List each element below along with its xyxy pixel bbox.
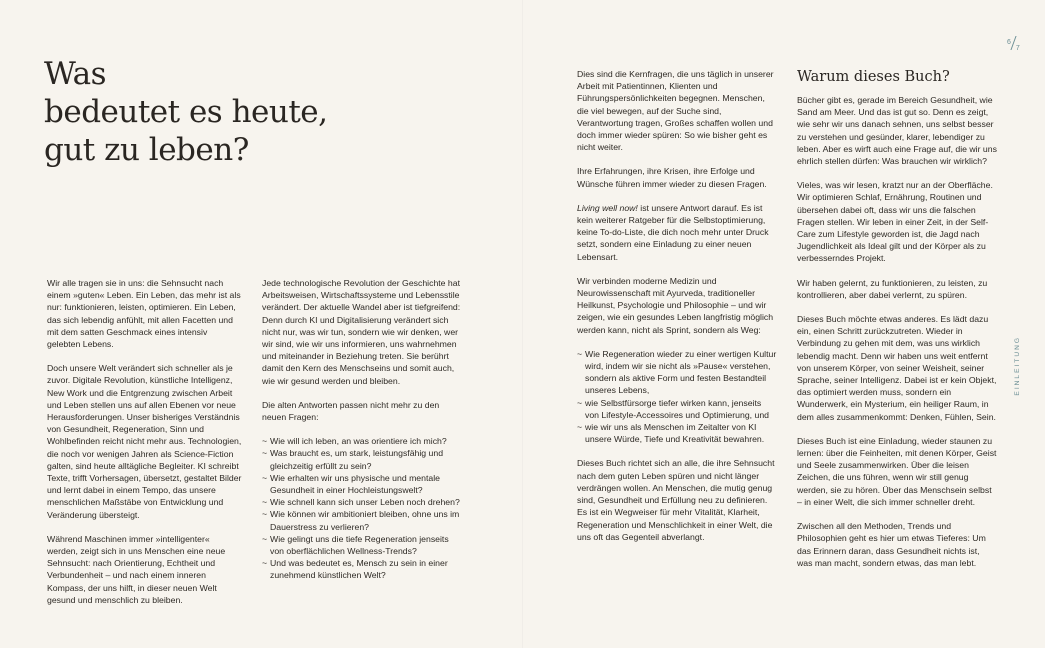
left-page-column-2 — [262, 277, 462, 594]
paragraph: Dieses Buch richtet sich an alle, die ihre Sehnsucht nach dem guten Leben spüren und nicht länger verdrängen wollen. An Menschen, die mutig genug sind, Gesundheit und Erfüllung neu zu definieren. Es ist ein Wegweiser für mehr Vitalität, Klarheit, Regeneration und Menschlichkeit in einer Welt, die uns oft das Gegenteil abverlangt. — [577, 458, 775, 542]
page-number-left: 6 — [1007, 39, 1011, 46]
list-item: ~ Wie will ich leben, an was orientiere ich mich? — [262, 435, 462, 447]
page-number-right: 7 — [1015, 45, 1020, 52]
list-item: ~ Wie schnell kann sich unser Leben noch drehen? — [262, 496, 462, 508]
paragraph: Während Maschinen immer »intelligenter« werden, zeigt sich in uns Menschen eine neue Sehnsucht: nach Orientierung, Echtheit und Verbundenheit – und nach einem inneren Kompass, der uns hilft, in dieser neuen Welt gesund und menschlich zu bleiben. — [47, 533, 226, 605]
title-line-3: gut zu leben? — [44, 132, 249, 168]
paragraph: Wir haben gelernt, zu funktionieren, zu leisten, zu kontrollieren, aber dabei verlernt, zu spüren. — [797, 277, 988, 300]
paragraph: Ihre Erfahrungen, ihre Krisen, ihre Erfolge und Wünsche führen immer wieder zu diesen Fragen. — [577, 166, 767, 189]
list-item: ~ wie wir uns als Menschen im Zeitalter von KI unsere Würde, Tiefe und Kreativität bewahren. — [577, 421, 777, 445]
paragraph: Dieses Buch ist eine Einladung, wieder staunen zu lernen: über die Feinheiten, mit denen Körper, Geist und Seele zusammenwirken. Über die leisen Zeichen, die uns führen, wenn wir still genug werden, sie zu hören. Über das Menschsein selbst – in einer Welt, die sich immer schneller dreht. — [797, 435, 997, 507]
list-item: ~ Was braucht es, um stark, leistungsfähig und gleichzeitig erfüllt zu sein? — [262, 447, 462, 471]
paragraph: Wir verbinden moderne Medizin und Neurowissenschaft mit Ayurveda, traditioneller Heilkunst, Psychologie und Philosophie – und wir zeigen, wie ein gesundes Leben langfristig möglich werden kann, nicht als Sprint, sondern als Weg: — [577, 275, 774, 335]
paragraph: Dieses Buch möchte etwas anderes. Es lädt dazu ein, einen Schritt zurückzutreten. Wieder in Verbindung zu gehen mit dem, was uns wirklich lebendig macht. Denn wir haben uns weit entfernt von unserem Körper, von seiner Weisheit, seiner Sprache, seiner Intelligenz. Dabei ist er kein Objekt, das optimiert werden muss, sondern ein Wunderwerk, ein Mysterium, ein heiliger Raum, in dem alles zusammenkommt: Denken, Fühlen, Sein. — [797, 314, 997, 422]
chapter-side-label: EINLEITUNG — [1014, 336, 1021, 396]
right-page-column-1 — [577, 68, 777, 555]
section-heading: Warum dieses Buch? — [797, 69, 950, 85]
right-page-column-2 — [797, 68, 997, 581]
title-line-2: bedeutet es heute, — [44, 94, 328, 130]
list-item: ~ wie Selbstfürsorge tiefer wirken kann, jenseits von Lifestyle-Accessoires und Optimierung, und — [577, 397, 777, 421]
paragraph: Jede technologische Revolution der Geschichte hat Arbeitsweisen, Wirtschaftssysteme und Lebensstile verändert. Der aktuelle Wandel aber ist tiefgreifend: Denn durch KI und Digitalisierung verändert sich nicht nur, was wir tun, sondern wie wir denken, wer wir sind, wie wir uns informieren, uns wahrnehmen und miteinander in Beziehung treten. Sie berührt damit den Kern des Menschseins und somit auch, wie wir gesund werden und bleiben. — [262, 278, 461, 386]
title-line-1: Was — [44, 56, 107, 92]
list-item: ~ Wie gelingt uns die tiefe Regeneration jenseits von oberflächlichen Wellness-Trends? — [262, 533, 462, 557]
list-item: ~ Und was bedeutet es, Mensch zu sein in einer zunehmend künstlichen Welt? — [262, 557, 462, 581]
list-item: ~ Wie können wir ambitioniert bleiben, ohne uns im Dauerstress zu verlieren? — [262, 508, 462, 532]
list-item: ~ Wie Regeneration wieder zu einer wertigen Kultur wird, indem wir sie nicht als »Pause« verstehen, sondern als aktive Form und festen Bestandteil unseres Lebens, — [577, 348, 777, 397]
list-item: ~ Wie erhalten wir uns physische und mentale Gesundheit in einer Hochleistungswelt? — [262, 472, 462, 496]
page-gutter — [522, 0, 523, 648]
paragraph-text: ist unsere Antwort darauf. Es ist kein weiterer Ratgeber für die Selbstoptimierung, keine To-do-Liste, die dich noch mehr unter Druck setzt, sondern eine Einladung zu einer neuen Lebensart. — [577, 202, 769, 262]
approach-list — [577, 348, 777, 446]
book-title-emphasis: Living well now! — [577, 202, 638, 213]
paragraph — [577, 202, 777, 263]
left-page-column-1 — [47, 277, 243, 618]
question-list — [262, 435, 462, 581]
paragraph: Zwischen all den Methoden, Trends und Philosophien geht es hier um etwas Tieferes: Um das Erinnern daran, dass Gesundheit nichts ist, was man macht, sondern etwas, das man lebt. — [797, 521, 986, 568]
paragraph: Die alten Antworten passen nicht mehr zu den neuen Fragen: — [262, 399, 440, 423]
chapter-title — [44, 55, 328, 169]
paragraph: Doch unsere Welt verändert sich schneller als je zuvor. Digitale Revolution, künstliche Intelligenz, New Work und die Entgrenzung zwischen Arbeit und Leben stellen uns auf allen Ebenen vor neue Herausforderungen. Unser bisheriges Verständnis von Gesundheit, Regeneration, Sinn und Wohlbefinden reicht nicht mehr aus. Technologien, die noch vor wenigen Jahren als Science-Fiction galten, sind heute alltägliche Begleiter. KI schreibt Texte, trifft Vorhersagen, übersetzt, gestaltet Bilder und lernt dabei in einem Tempo, das unsere menschlichen Maßstäbe von Entwicklung und Veränderung übersteigt. — [47, 363, 242, 520]
paragraph: Wir alle tragen sie in uns: die Sehnsucht nach einem »guten« Leben. Ein Leben, das mehr ist als nur: funktionieren, leisten, optimieren. Ein Leben, das sich lebendig anfühlt, mit allen Facetten und mit dem satten Geschmack eines intensiv gelebten Lebens. — [47, 278, 241, 350]
page-number-marker — [1007, 36, 1020, 50]
paragraph: Vieles, was wir lesen, kratzt nur an der Oberfläche. Wir optimieren Schlaf, Ernährung, Routinen und übersehen dabei oft, dass wir uns die falschen Fragen stellen. Wir leben in einer Zeit, in der Self-Care zum Lifestyle geworden ist, die Jagd nach Jugendlichkeit als Ideal gilt und der Körper als zu verbesserndes Projekt. — [797, 180, 993, 264]
paragraph: Bücher gibt es, gerade im Bereich Gesundheit, wie Sand am Meer. Und das ist gut so. Denn es zeigt, wie sehr wir uns danach sehnen, uns selbst besser zu verstehen und gesünder, klarer, lebendiger zu leben. Aber es wirft auch eine Frage auf, die wir uns ehrlich stellen dürfen: Was brauchen wir wirklich? — [797, 95, 997, 167]
paragraph: Dies sind die Kernfragen, die uns täglich in unserer Arbeit mit Patientinnen, Klienten und Führungspersönlichkeiten begegnen. Menschen, die viel bewegen, auf der Suche sind, Verantwortung tragen, Großes schaffen wollen und doch immer wieder spüren: So wie bisher geht es nicht weiter. — [577, 69, 774, 153]
